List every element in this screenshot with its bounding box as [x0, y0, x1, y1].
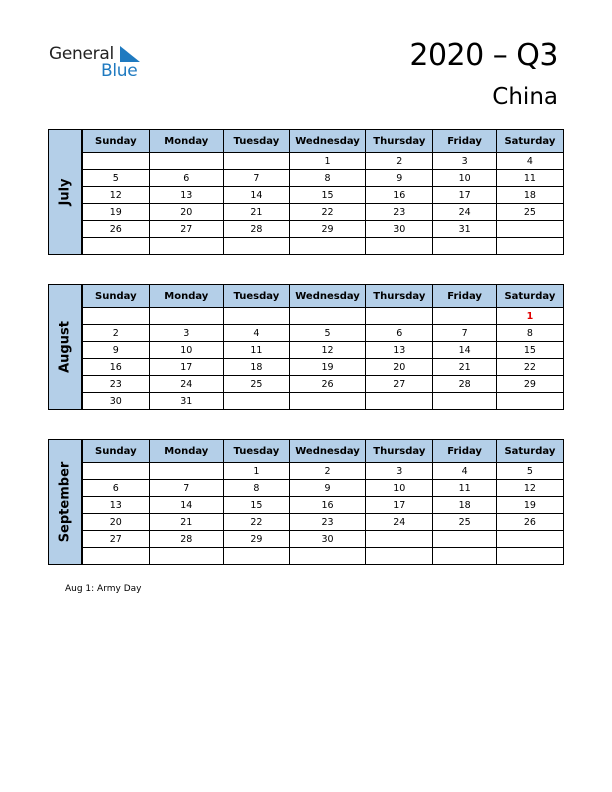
month-block-july — [48, 129, 564, 255]
week-row — [83, 531, 564, 548]
day-cell: 26 — [496, 514, 563, 531]
day-cell: 4 — [496, 153, 563, 170]
day-cell: 9 — [289, 480, 365, 497]
day-cell: 18 — [223, 359, 289, 376]
day-cell: 25 — [496, 204, 563, 221]
empty-day-cell — [366, 308, 433, 325]
weekday-friday: Friday — [433, 130, 496, 153]
day-cell: 11 — [496, 170, 563, 187]
day-cell: 6 — [366, 325, 433, 342]
week-row — [83, 480, 564, 497]
weekday-header-row — [83, 130, 564, 153]
empty-day-cell — [149, 238, 223, 255]
day-cell: 19 — [83, 204, 150, 221]
day-cell: 6 — [83, 480, 150, 497]
weekday-sunday: Sunday — [83, 130, 150, 153]
day-cell: 24 — [149, 376, 223, 393]
month-block-august — [48, 284, 564, 410]
day-cell: 11 — [223, 342, 289, 359]
week-row — [83, 153, 564, 170]
empty-day-cell — [496, 548, 563, 565]
day-cell: 18 — [496, 187, 563, 204]
day-cell: 2 — [366, 153, 433, 170]
day-cell: 4 — [223, 325, 289, 342]
weekday-thursday: Thursday — [366, 130, 433, 153]
month-table — [82, 439, 564, 565]
day-cell: 8 — [496, 325, 563, 342]
day-cell: 12 — [496, 480, 563, 497]
month-table — [82, 129, 564, 255]
weekday-saturday: Saturday — [496, 130, 563, 153]
empty-day-cell — [223, 308, 289, 325]
weekday-thursday: Thursday — [366, 285, 433, 308]
day-cell: 20 — [149, 204, 223, 221]
week-row — [83, 187, 564, 204]
empty-day-cell — [366, 531, 433, 548]
month-name: July — [57, 178, 73, 206]
weekday-monday: Monday — [149, 440, 223, 463]
day-cell: 21 — [223, 204, 289, 221]
day-cell: 28 — [433, 376, 496, 393]
day-cell: 27 — [149, 221, 223, 238]
day-cell: 13 — [149, 187, 223, 204]
day-cell: 7 — [223, 170, 289, 187]
generalblue-logo — [49, 44, 149, 84]
week-row — [83, 204, 564, 221]
day-cell: 16 — [366, 187, 433, 204]
day-cell: 21 — [433, 359, 496, 376]
empty-day-cell — [223, 393, 289, 410]
empty-day-cell — [149, 308, 223, 325]
day-cell: 2 — [289, 463, 365, 480]
day-cell: 25 — [433, 514, 496, 531]
empty-day-cell — [83, 463, 150, 480]
weekday-wednesday: Wednesday — [289, 130, 365, 153]
day-cell: 20 — [83, 514, 150, 531]
week-row — [83, 497, 564, 514]
empty-day-cell — [496, 221, 563, 238]
day-cell: 15 — [496, 342, 563, 359]
empty-day-cell — [289, 308, 365, 325]
day-cell: 30 — [289, 531, 365, 548]
day-cell: 26 — [289, 376, 365, 393]
week-row — [83, 359, 564, 376]
empty-day-cell — [289, 393, 365, 410]
day-cell: 17 — [366, 497, 433, 514]
week-row — [83, 221, 564, 238]
empty-day-cell — [223, 153, 289, 170]
week-row — [83, 514, 564, 531]
empty-day-cell — [149, 548, 223, 565]
logo-triangle-icon — [120, 46, 142, 62]
day-cell: 29 — [223, 531, 289, 548]
day-cell: 7 — [149, 480, 223, 497]
day-cell: 4 — [433, 463, 496, 480]
weekday-friday: Friday — [433, 440, 496, 463]
weekday-tuesday: Tuesday — [223, 130, 289, 153]
weekday-tuesday: Tuesday — [223, 440, 289, 463]
weekday-sunday: Sunday — [83, 285, 150, 308]
holiday-notes: Aug 1: Army Day — [65, 584, 142, 594]
day-cell: 28 — [149, 531, 223, 548]
weekday-thursday: Thursday — [366, 440, 433, 463]
week-row — [83, 325, 564, 342]
day-cell: 22 — [496, 359, 563, 376]
month-label-july — [48, 129, 82, 255]
empty-day-cell — [83, 548, 150, 565]
empty-day-cell — [366, 548, 433, 565]
day-cell: 26 — [83, 221, 150, 238]
weekday-saturday: Saturday — [496, 440, 563, 463]
day-cell: 24 — [433, 204, 496, 221]
day-cell: 5 — [83, 170, 150, 187]
weekday-header-row — [83, 440, 564, 463]
week-row — [83, 548, 564, 565]
day-cell: 5 — [289, 325, 365, 342]
day-cell: 17 — [433, 187, 496, 204]
empty-day-cell — [433, 393, 496, 410]
month-label-august — [48, 284, 82, 410]
empty-day-cell — [149, 463, 223, 480]
weekday-saturday: Saturday — [496, 285, 563, 308]
empty-day-cell — [496, 393, 563, 410]
empty-day-cell — [223, 238, 289, 255]
day-cell: 7 — [433, 325, 496, 342]
weekday-monday: Monday — [149, 285, 223, 308]
empty-day-cell — [366, 238, 433, 255]
day-cell: 2 — [83, 325, 150, 342]
day-cell: 23 — [289, 514, 365, 531]
week-row — [83, 393, 564, 410]
empty-day-cell — [149, 153, 223, 170]
day-cell: 12 — [83, 187, 150, 204]
weekday-sunday: Sunday — [83, 440, 150, 463]
day-cell: 30 — [366, 221, 433, 238]
day-cell: 23 — [366, 204, 433, 221]
day-cell: 13 — [83, 497, 150, 514]
week-row — [83, 308, 564, 325]
weekday-header-row — [83, 285, 564, 308]
day-cell: 3 — [433, 153, 496, 170]
page-title: 2020 – Q3 — [409, 38, 558, 73]
country-name: China — [492, 84, 558, 110]
empty-day-cell — [223, 548, 289, 565]
week-row — [83, 238, 564, 255]
empty-day-cell — [83, 153, 150, 170]
day-cell: 14 — [149, 497, 223, 514]
weekday-wednesday: Wednesday — [289, 285, 365, 308]
day-cell: 17 — [149, 359, 223, 376]
week-row — [83, 170, 564, 187]
day-cell: 14 — [433, 342, 496, 359]
empty-day-cell — [83, 308, 150, 325]
day-cell: 22 — [223, 514, 289, 531]
weekday-monday: Monday — [149, 130, 223, 153]
day-cell: 27 — [83, 531, 150, 548]
day-cell: 14 — [223, 187, 289, 204]
weekday-wednesday: Wednesday — [289, 440, 365, 463]
week-row — [83, 342, 564, 359]
day-cell: 29 — [496, 376, 563, 393]
empty-day-cell — [83, 238, 150, 255]
day-cell: 31 — [433, 221, 496, 238]
holiday-day-cell: 1 — [496, 308, 563, 325]
day-cell: 22 — [289, 204, 365, 221]
day-cell: 8 — [223, 480, 289, 497]
day-cell: 12 — [289, 342, 365, 359]
month-table — [82, 284, 564, 410]
day-cell: 10 — [149, 342, 223, 359]
weekday-friday: Friday — [433, 285, 496, 308]
day-cell: 3 — [149, 325, 223, 342]
day-cell: 30 — [83, 393, 150, 410]
day-cell: 16 — [289, 497, 365, 514]
week-row — [83, 376, 564, 393]
day-cell: 19 — [496, 497, 563, 514]
day-cell: 10 — [433, 170, 496, 187]
weekday-tuesday: Tuesday — [223, 285, 289, 308]
day-cell: 13 — [366, 342, 433, 359]
day-cell: 3 — [366, 463, 433, 480]
day-cell: 9 — [366, 170, 433, 187]
empty-day-cell — [366, 393, 433, 410]
day-cell: 16 — [83, 359, 150, 376]
day-cell: 8 — [289, 170, 365, 187]
day-cell: 23 — [83, 376, 150, 393]
day-cell: 11 — [433, 480, 496, 497]
empty-day-cell — [433, 531, 496, 548]
day-cell: 19 — [289, 359, 365, 376]
day-cell: 6 — [149, 170, 223, 187]
month-block-september — [48, 439, 564, 565]
empty-day-cell — [433, 548, 496, 565]
logo-blue-text: Blue — [101, 61, 138, 81]
day-cell: 18 — [433, 497, 496, 514]
day-cell: 10 — [366, 480, 433, 497]
day-cell: 21 — [149, 514, 223, 531]
empty-day-cell — [433, 308, 496, 325]
day-cell: 15 — [223, 497, 289, 514]
day-cell: 1 — [289, 153, 365, 170]
day-cell: 9 — [83, 342, 150, 359]
empty-day-cell — [433, 238, 496, 255]
day-cell: 20 — [366, 359, 433, 376]
day-cell: 1 — [223, 463, 289, 480]
empty-day-cell — [496, 531, 563, 548]
week-row — [83, 463, 564, 480]
day-cell: 5 — [496, 463, 563, 480]
day-cell: 24 — [366, 514, 433, 531]
logo-general-text: General — [49, 44, 114, 64]
day-cell: 28 — [223, 221, 289, 238]
month-label-september — [48, 439, 82, 565]
day-cell: 15 — [289, 187, 365, 204]
day-cell: 27 — [366, 376, 433, 393]
month-name: August — [57, 321, 73, 373]
day-cell: 25 — [223, 376, 289, 393]
empty-day-cell — [496, 238, 563, 255]
day-cell: 29 — [289, 221, 365, 238]
empty-day-cell — [289, 548, 365, 565]
empty-day-cell — [289, 238, 365, 255]
day-cell: 31 — [149, 393, 223, 410]
month-name: September — [57, 461, 73, 543]
